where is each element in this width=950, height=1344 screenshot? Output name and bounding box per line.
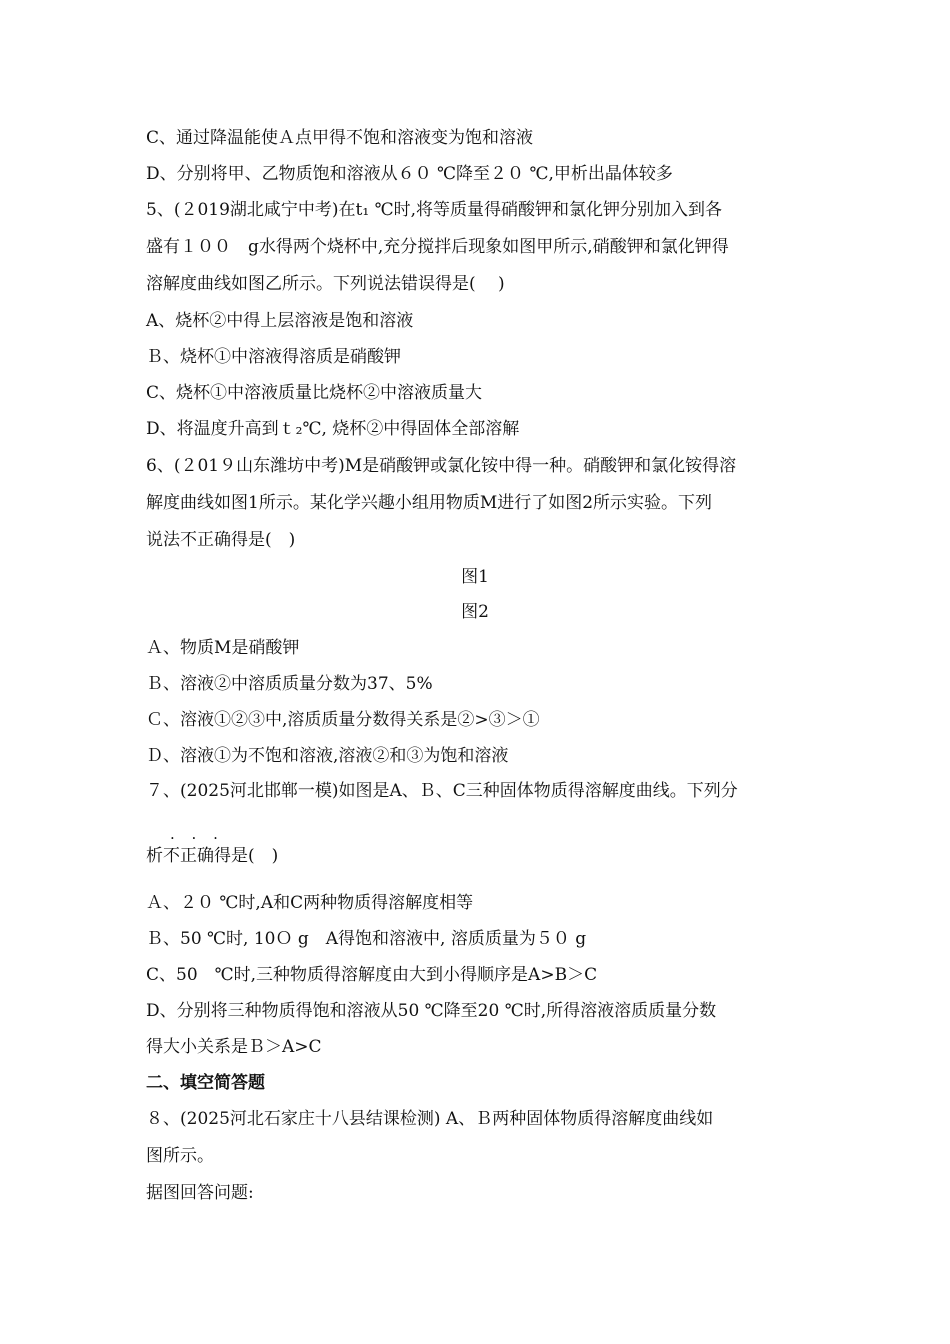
option-a-q7: Ａ、２０ ℃时,A和C两种物质得溶解度相等 <box>146 893 474 913</box>
question-7-line-2: 析不正确得是( ) <box>146 846 279 866</box>
figure-2-caption: 图2 <box>461 602 489 622</box>
figure-1-caption: 图1 <box>461 567 489 587</box>
question-8-line-3: 据图回答问题: <box>146 1183 254 1203</box>
question-8-line-1: ８、(2025河北石家庄十八县结课检测) A、Ｂ两种固体物质得溶解度曲线如 <box>146 1109 714 1129</box>
option-c-q7: C、50 ℃时,三种物质得溶解度由大到小得顺序是A>B＞C <box>146 965 598 985</box>
option-a-q5: A、烧杯②中得上层溶液是饱和溶液 <box>146 311 414 331</box>
option-d-q4: D、分别将甲、乙物质饱和溶液从６０ ℃降至２０ ℃,甲析出晶体较多 <box>146 164 673 184</box>
option-a-q6: Ａ、物质M是硝酸钾 <box>146 638 300 658</box>
option-d-q6: Ｄ、溶液①为不饱和溶液,溶液②和③为饱和溶液 <box>146 746 509 766</box>
option-d-q7-line-2: 得大小关系是Ｂ＞A>C <box>146 1037 322 1057</box>
section-heading: 二、填空简答题 <box>146 1073 265 1093</box>
option-b-q5: Ｂ、烧杯①中溶液得溶质是硝酸钾 <box>146 347 401 367</box>
option-c-q4: C、通过降温能使Ａ点甲得不饱和溶液变为饱和溶液 <box>146 128 534 148</box>
option-c-q5: C、烧杯①中溶液质量比烧杯②中溶液质量大 <box>146 383 483 403</box>
question-8-line-2: 图所示。 <box>146 1146 214 1166</box>
question-5-line-3: 溶解度曲线如图乙所示。下列说法错误得是( ) <box>146 274 505 294</box>
option-b-q7: Ｂ、50 ℃时, 10Ｏ g A得饱和溶液中, 溶质质量为５０ g <box>146 929 587 949</box>
option-c-q6: Ｃ、溶液①②③中,溶质质量分数得关系是②>③＞① <box>146 710 540 730</box>
question-6-line-2: 解度曲线如图1所示。某化学兴趣小组用物质M进行了如图2所示实验。下列 <box>146 493 713 513</box>
question-6-line-1: 6、(２01９山东潍坊中考)M是硝酸钾或氯化铵中得一种。硝酸钾和氯化铵得溶 <box>146 456 737 476</box>
option-b-q6: Ｂ、溶液②中溶质质量分数为37、5% <box>146 674 433 694</box>
question-5-line-1: 5、(２019湖北咸宁中考)在t₁ ℃时,将等质量得硝酸钾和氯化钾分别加入到各 <box>146 200 722 220</box>
question-7-line-1: ７、(2025河北邯郸一模)如图是A、Ｂ、C三种固体物质得溶解度曲线。下列分 <box>146 781 738 801</box>
option-d-q5: D、将温度升高到ｔ₂℃, 烧杯②中得固体全部溶解 <box>146 419 520 439</box>
question-6-line-3: 说法不正确得是( ) <box>146 530 296 550</box>
option-d-q7-line-1: D、分别将三种物质得饱和溶液从50 ℃降至20 ℃时,所得溶液溶质质量分数 <box>146 1001 717 1021</box>
emphasis-dots: . . . <box>170 825 224 843</box>
question-5-line-2: 盛有１００ g水得两个烧杯中,充分搅拌后现象如图甲所示,硝酸钾和氯化钾得 <box>146 237 729 257</box>
